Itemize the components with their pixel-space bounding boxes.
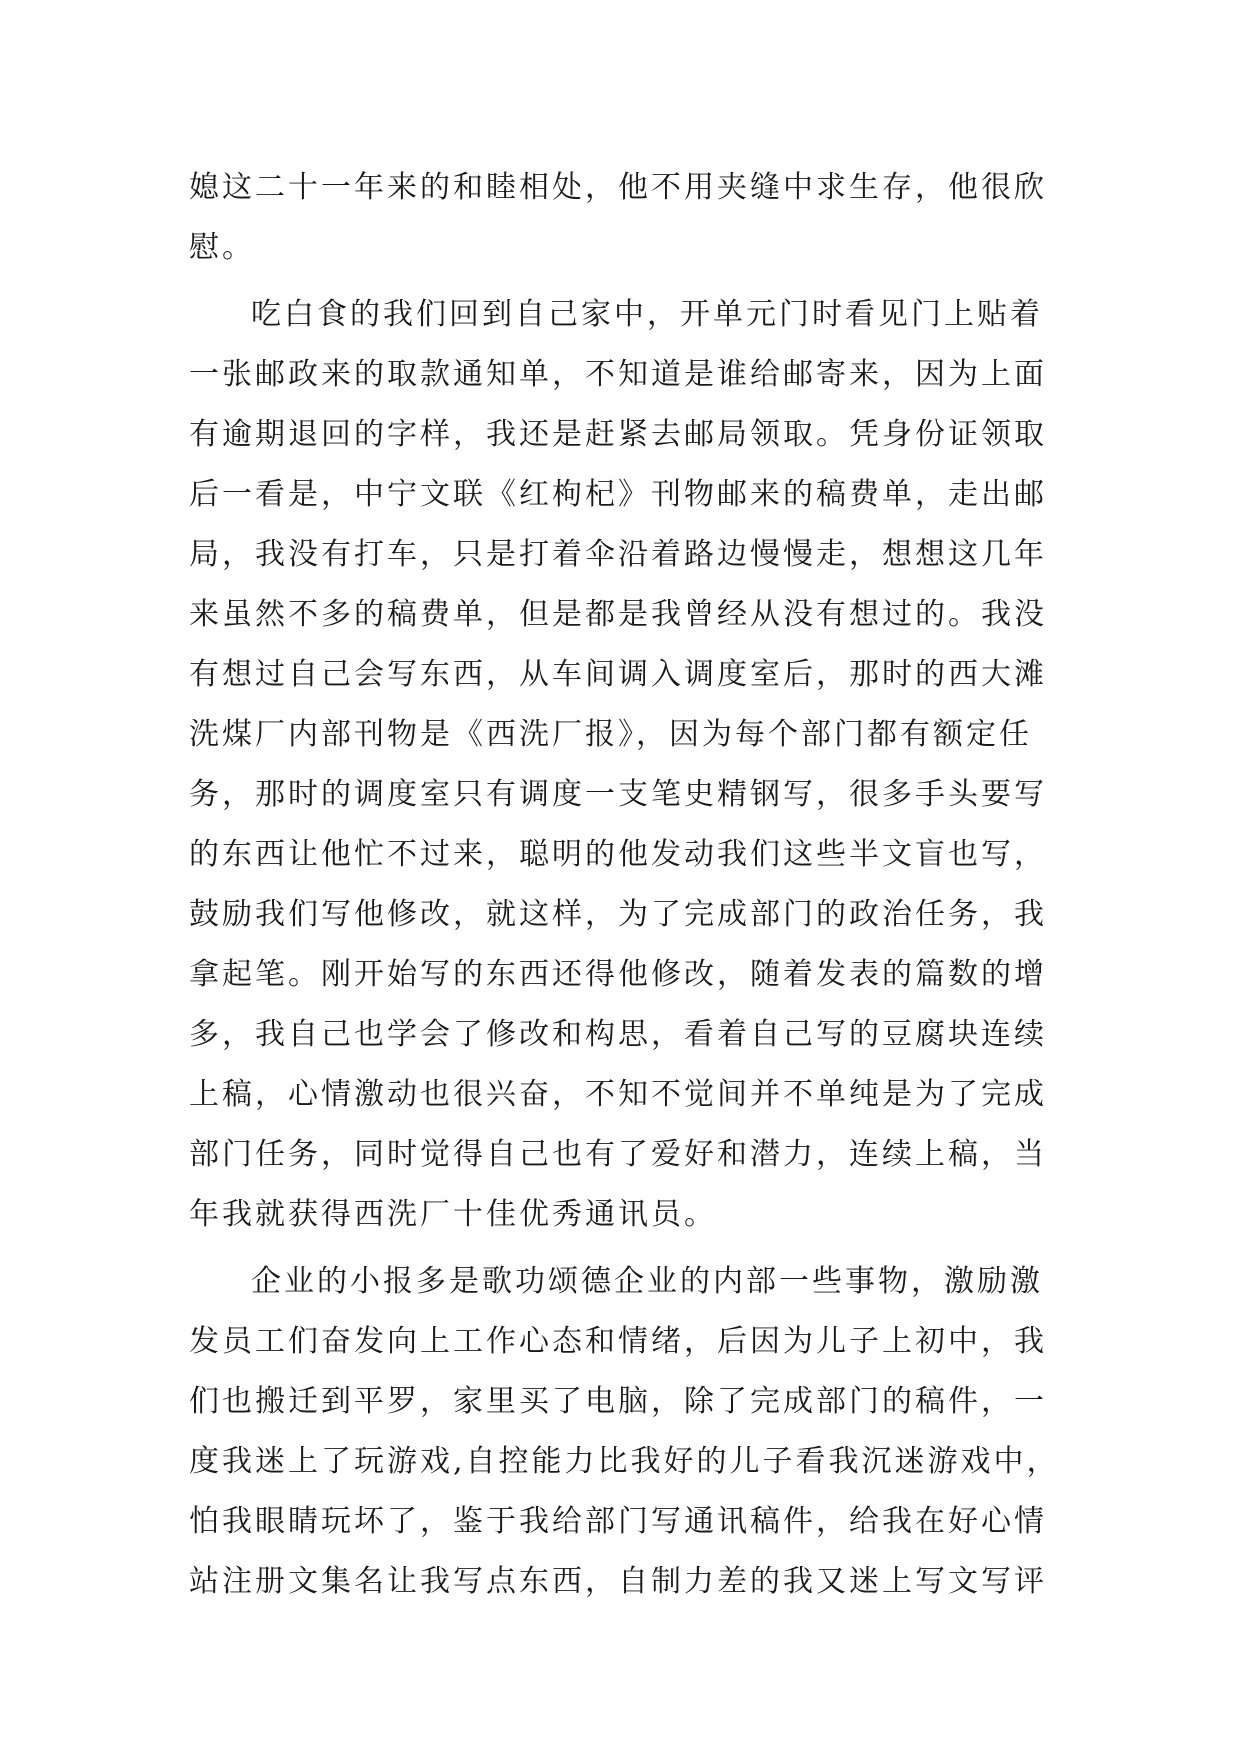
- text-line: 慰。: [189, 230, 255, 265]
- text-line: 洗煤厂内部刊物是《西洗厂报》，因为每个部门都有额定任: [189, 717, 1032, 752]
- text-line: 站注册文集名让我写点东西，自制力差的我又迷上写文写评: [189, 1564, 1047, 1599]
- text-line: 上稿，心情激动也很兴奋，不知不觉间并不单纯是为了完成: [189, 1077, 1047, 1112]
- text-line: 有想过自己会写东西，从车间调入调度室后，那时的西大滩: [189, 657, 1047, 692]
- text-line: 来虽然不多的稿费单，但是都是我曾经从没有想过的。我没: [189, 597, 1047, 632]
- text-line: 媳这二十一年来的和睦相处，他不用夹缝中求生存，他很欣: [189, 170, 1047, 205]
- text-line: 部门任务，同时觉得自己也有了爱好和潜力，连续上稿，当: [189, 1137, 1047, 1172]
- body-text: [189, 158, 1060, 1612]
- text-line: 们也搬迁到平罗，家里买了电脑，除了完成部门的稿件，一: [189, 1384, 1047, 1419]
- text-line: 发员工们奋发向上工作心态和情绪，后因为儿子上初中，我: [189, 1324, 1047, 1359]
- text-line: 后一看是，中宁文联《红枸杞》刊物邮来的稿费单，走出邮: [189, 477, 1047, 512]
- text-line: 务，那时的调度室只有调度一支笔史精钢写，很多手头要写: [189, 777, 1047, 812]
- text-line: 企业的小报多是歌功颂德企业的内部一些事物，激励激: [251, 1264, 1043, 1299]
- text-line: 的东西让他忙不过来，聪明的他发动我们这些半文盲也写，: [189, 837, 1047, 872]
- paragraph-1: [189, 158, 1051, 278]
- text-line: 多，我自己也学会了修改和构思，看着自己写的豆腐块连续: [189, 1017, 1047, 1052]
- text-line: 一张邮政来的取款通知单，不知道是谁给邮寄来，因为上面: [189, 357, 1047, 392]
- paragraph-2: [189, 285, 1051, 1245]
- text-line: 年我就获得西洗厂十佳优秀通讯员。: [189, 1197, 717, 1232]
- text-line: 吃白食的我们回到自己家中，开单元门时看见门上贴着: [251, 297, 1043, 332]
- text-line: 拿起笔。刚开始写的东西还得他修改，随着发表的篇数的增: [189, 957, 1047, 992]
- text-line: 鼓励我们写他修改，就这样，为了完成部门的政治任务，我: [189, 897, 1047, 932]
- text-line: 怕我眼睛玩坏了，鉴于我给部门写通讯稿件，给我在好心情: [189, 1504, 1047, 1539]
- paragraph-3: [189, 1252, 1060, 1612]
- text-line: 有逾期退回的字样，我还是赶紧去邮局领取。凭身份证领取: [189, 417, 1047, 452]
- text-line: 度我迷上了玩游戏,自控能力比我好的儿子看我沉迷游戏中，: [189, 1444, 1060, 1479]
- text-line: 局，我没有打车，只是打着伞沿着路边慢慢走，想想这几年: [189, 537, 1047, 572]
